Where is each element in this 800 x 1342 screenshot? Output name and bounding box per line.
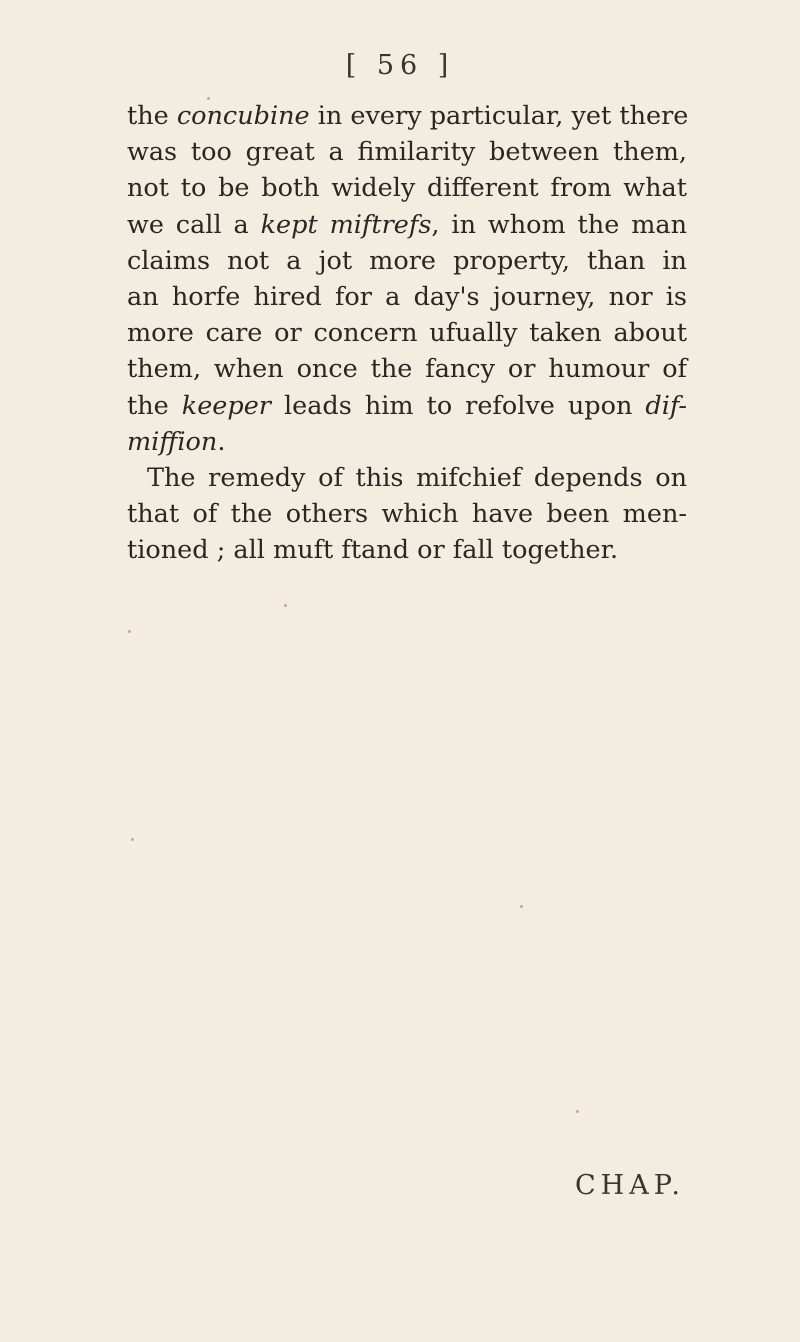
paper-speck <box>131 838 134 841</box>
body-text <box>127 98 687 568</box>
italic-term: kept <box>260 209 318 240</box>
text-line: the concubine in every particular, yet there <box>127 101 689 131</box>
text-line: we call a kept miftrefs, in whom the man <box>127 209 687 240</box>
text-line: more care or concern ufually taken about <box>127 318 687 349</box>
text-line: not to be both widely different from what <box>127 173 687 204</box>
text-line: them, when once the fancy or humour of <box>127 354 687 385</box>
text-line: the keeper leads him to refolve upon dif- <box>127 390 687 421</box>
catchword: CHAP. <box>575 1170 685 1201</box>
paper-speck <box>520 905 523 908</box>
paper-speck <box>128 630 131 633</box>
italic-term: keeper <box>181 390 271 421</box>
paper-speck <box>576 1110 579 1113</box>
italic-term: concubine <box>176 101 310 131</box>
text-line: was too great a fimilarity between them, <box>127 137 687 168</box>
text-line: claims not a jot more property, than in <box>127 245 687 276</box>
text-line: The remedy of this mifchief depends on <box>147 462 687 493</box>
page-number: [ 56 ] <box>345 50 455 81</box>
text-line: an horfe hired for a day's journey, nor is <box>127 281 687 312</box>
paper-speck <box>284 604 287 607</box>
paper-speck <box>207 97 210 100</box>
text-line: miffion. <box>127 426 226 457</box>
text-line: tioned ; all muft ftand or fall together. <box>127 535 619 566</box>
text-line: that of the others which have been men- <box>127 499 687 530</box>
italic-term: dif- <box>645 390 687 421</box>
italic-term: miffion <box>127 426 218 457</box>
italic-term: miftrefs <box>329 209 432 240</box>
